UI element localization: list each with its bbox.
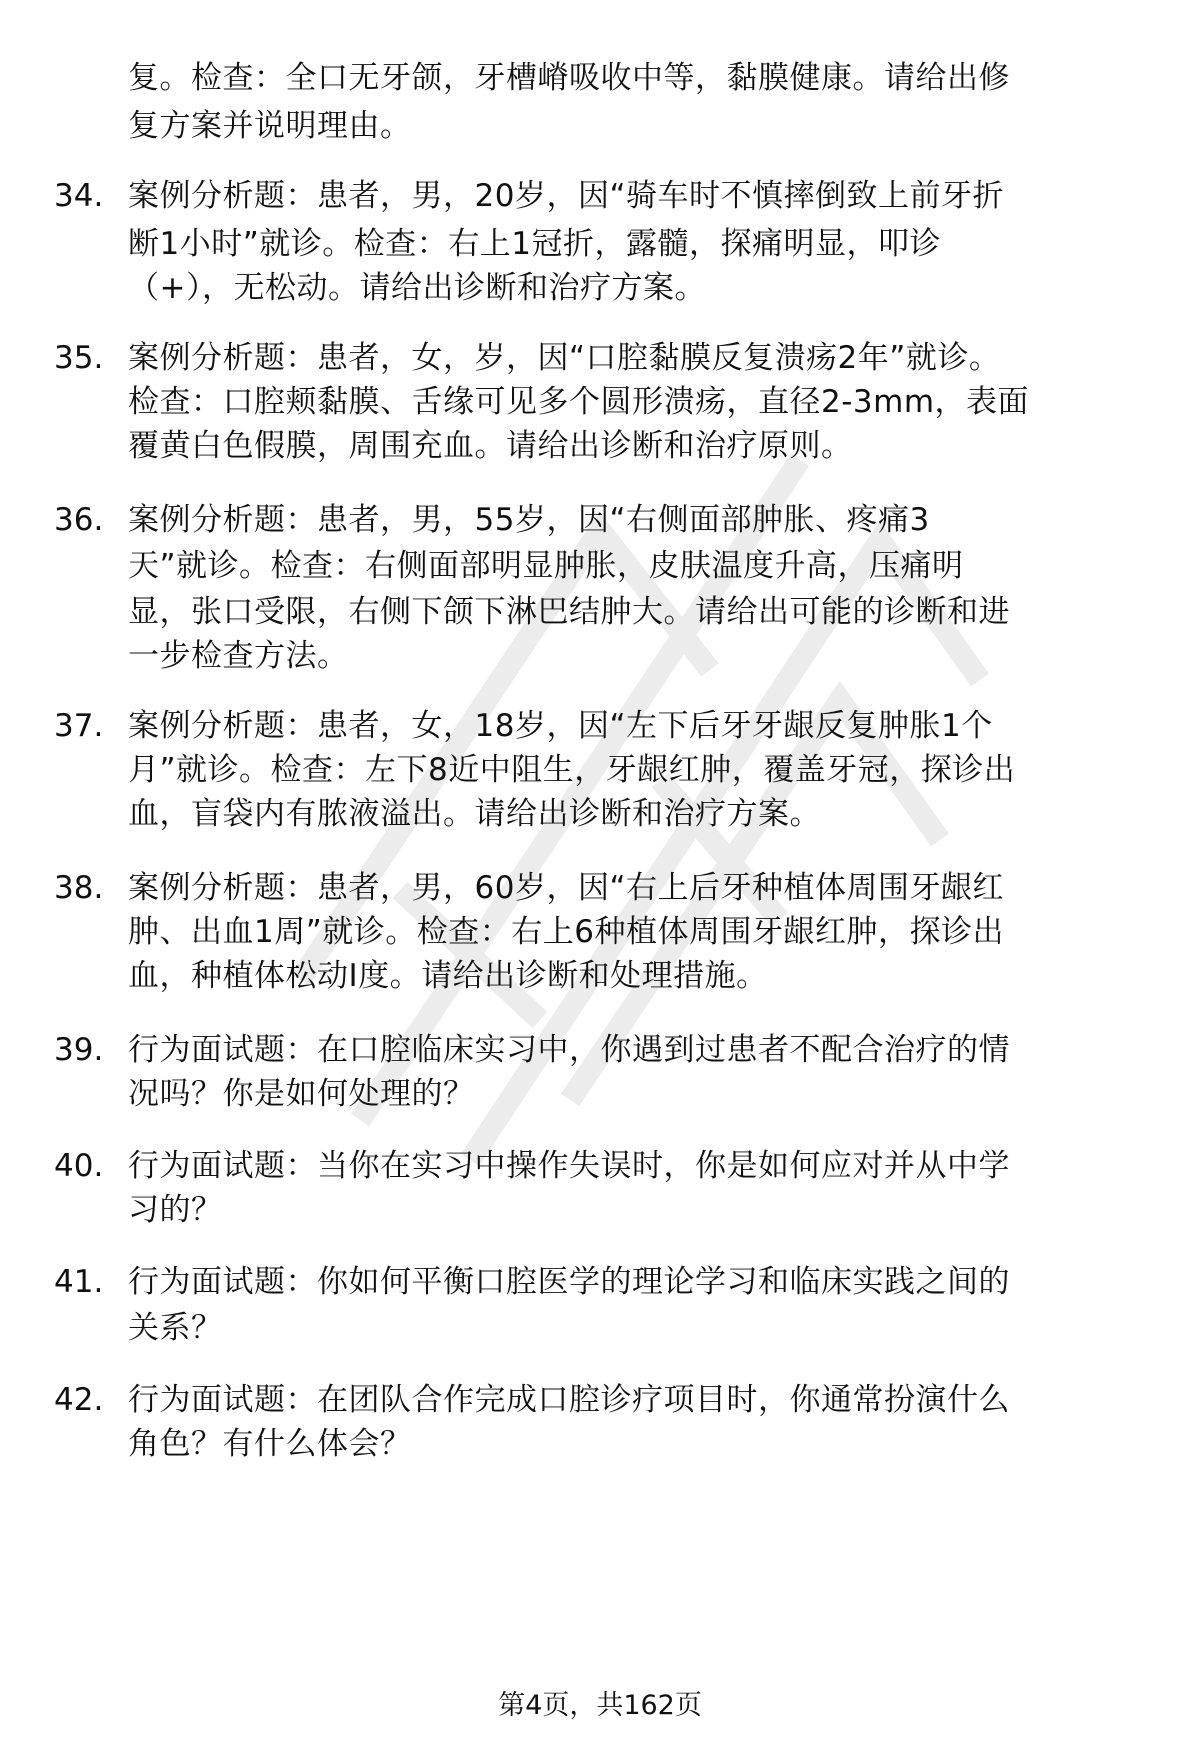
- text-line: 案例分析题：患者，男，60岁，因“右上后牙种植体周围牙龈红: [128, 870, 1005, 906]
- question-number: 40.: [54, 1148, 104, 1184]
- question-number: 39.: [54, 1032, 104, 1068]
- text-line: 关系？: [128, 1310, 223, 1346]
- text-line: 案例分析题：患者，男，20岁，因“骑车时不慎摔倒致上前牙折: [128, 178, 1005, 214]
- text-line: 血，种植体松动Ⅰ度。请给出诊断和处理措施。: [128, 958, 768, 994]
- text-line: 复。检查：全口无牙颌，牙槽嵴吸收中等，黏膜健康。请给出修: [128, 60, 1010, 96]
- text-line: 复方案并说明理由。: [128, 108, 412, 144]
- text-line: 况吗？你是如何处理的？: [128, 1076, 475, 1112]
- text-line: 行为面试题：当你在实习中操作失误时，你是如何应对并从中学: [128, 1148, 1010, 1184]
- question-number: 34.: [54, 178, 104, 214]
- question-number: 38.: [54, 870, 104, 906]
- text-line: 习的？: [128, 1192, 223, 1228]
- question-number: 37.: [54, 708, 104, 744]
- question-number: 35.: [54, 340, 104, 376]
- question-number: 41.: [54, 1264, 104, 1300]
- text-line: 行为面试题：你如何平衡口腔医学的理论学习和临床实践之间的: [128, 1264, 1010, 1300]
- text-line: 行为面试题：在口腔临床实习中，你遇到过患者不配合治疗的情: [128, 1032, 1010, 1068]
- text-line: 肿、出血1周”就诊。检查：右上6种植体周围牙龈红肿，探诊出: [128, 914, 1005, 950]
- text-line: 血，盲袋内有脓液溢出。请给出诊断和治疗方案。: [128, 796, 821, 832]
- question-number: 36.: [54, 502, 104, 538]
- text-line: 覆黄白色假膜，周围充血。请给出诊断和治疗原则。: [128, 428, 853, 464]
- text-line: 月”就诊。检查：左下8近中阻生，牙龈红肿，覆盖牙冠，探诊出: [128, 752, 1016, 788]
- text-line: 天”就诊。检查：右侧面部明显肿胀，皮肤温度升高，压痛明: [128, 548, 964, 584]
- text-line: 案例分析题：患者，女，18岁，因“左下后牙牙龈反复肿胀1个: [128, 708, 993, 744]
- text-line: 行为面试题：在团队合作完成口腔诊疗项目时，你通常扮演什么: [128, 1382, 1010, 1418]
- text-line: 案例分析题：患者，男，55岁，因“右侧面部肿胀、疼痛3: [128, 502, 930, 538]
- text-line: （+），无松动。请给出诊断和治疗方案。: [128, 270, 706, 306]
- page-number-footer: 第4页，共162页: [498, 1690, 702, 1721]
- text-line: 检查：口腔颊黏膜、舌缘可见多个圆形溃疡，直径2-3mm，表面: [128, 384, 1030, 420]
- text-line: 断1小时”就诊。检查：右上1冠折，露髓，探痛明显，叩诊: [128, 226, 942, 262]
- question-number: 42.: [54, 1382, 104, 1418]
- text-line: 案例分析题：患者，女，岁，因“口腔黏膜反复溃疡2年”就诊。: [128, 340, 1001, 376]
- text-line: 一步检查方法。: [128, 638, 349, 674]
- text-line: 显，张口受限，右侧下颌下淋巴结肿大。请给出可能的诊断和进: [128, 594, 1010, 630]
- text-line: 角色？有什么体会？: [128, 1426, 412, 1462]
